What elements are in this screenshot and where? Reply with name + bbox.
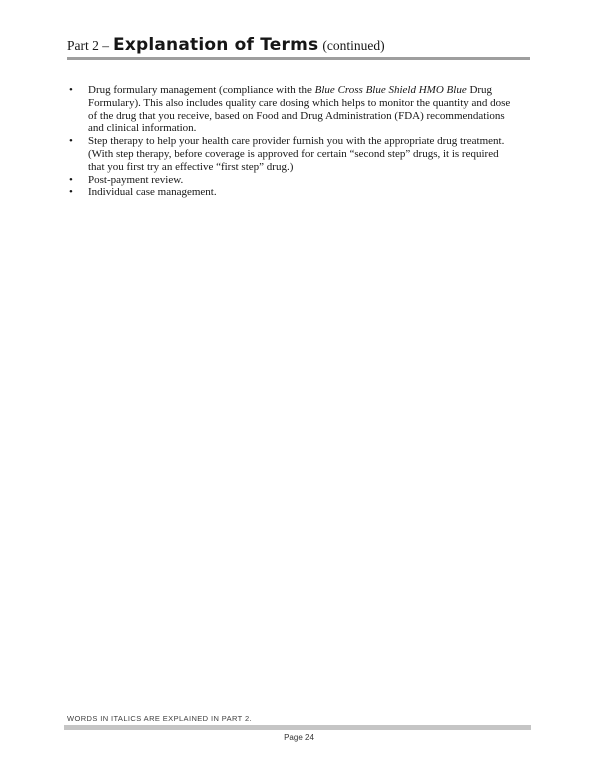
page-number: Page 24 — [284, 733, 314, 742]
bullet-icon: • — [69, 135, 73, 148]
bullet-icon: • — [69, 186, 73, 199]
bullet-text: Step therapy to help your health care provider furnish you with the appropriate drug treatment. (With step therapy, before coverage is approved for certain “second step” drugs, it is required that you first try an effective “first step” drug.) — [88, 135, 505, 173]
page-header — [67, 35, 530, 60]
bullet-text: Individual case management. — [88, 186, 217, 199]
bullet-text: Drug Formulary). This also includes quality care dosing which helps to monitor the quantity and dose of the drug that you receive, based on Food and Drug Administration (FDA) recommendations and clinical information. — [88, 84, 511, 135]
bullet-text: Post-payment review. — [88, 173, 184, 186]
bullet-icon: • — [69, 173, 73, 186]
bullet-text: Drug formulary management (compliance with the — [88, 84, 315, 96]
page-body — [68, 84, 512, 199]
footer-bar — [64, 725, 531, 730]
continued-label: (continued) — [322, 38, 385, 53]
list-item — [68, 84, 512, 135]
bullet-list — [68, 84, 512, 199]
list-item — [68, 174, 512, 187]
bullet-text-italic: Blue Cross Blue Shield HMO Blue — [314, 84, 467, 96]
list-item — [68, 186, 512, 199]
list-item — [68, 135, 512, 173]
header-line — [67, 35, 530, 55]
footer-note: WORDS IN ITALICS ARE EXPLAINED IN PART 2. — [67, 714, 253, 723]
page-title: Explanation of Terms — [113, 35, 319, 55]
header-rule — [67, 57, 530, 60]
part-label: Part 2 – — [67, 38, 109, 53]
page-footer — [67, 714, 531, 742]
bullet-icon: • — [69, 84, 73, 96]
